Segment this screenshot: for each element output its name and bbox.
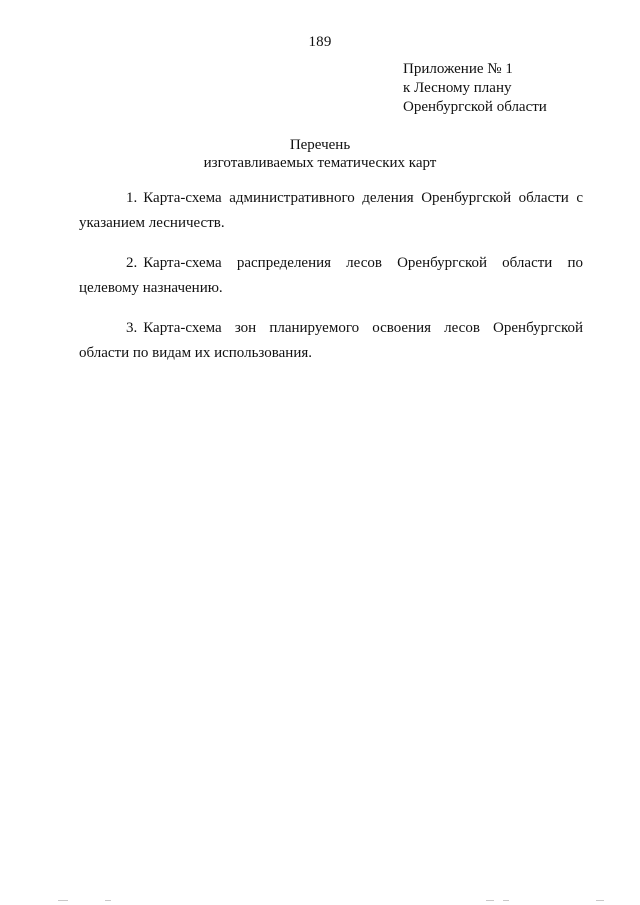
map-list: [79, 186, 583, 381]
list-item-text: Карта-схема зон планируемого освоения лесов Оренбургской области по видам их использования.: [79, 320, 583, 361]
scan-mark: [503, 900, 509, 901]
appendix-block: [403, 60, 547, 117]
list-item: [79, 316, 583, 366]
heading-subtitle: изготавливаемых тематических карт: [203, 155, 437, 171]
list-item-number: 2.: [126, 255, 138, 271]
appendix-line-3: Оренбургской области: [403, 99, 547, 115]
page-number: 189: [308, 34, 332, 50]
scan-footer-marks: [0, 897, 640, 901]
scan-mark: [596, 900, 604, 901]
list-item: [79, 186, 583, 236]
list-item-number: 1.: [126, 190, 138, 206]
scan-mark: [58, 900, 68, 901]
list-item-text: Карта-схема распределения лесов Оренбургской области по целевому назначению.: [79, 255, 583, 296]
list-item: [79, 251, 583, 301]
document-heading: [0, 136, 640, 172]
scan-mark: [486, 900, 494, 901]
appendix-line-2: к Лесному плану: [403, 80, 512, 96]
list-item-text: Карта-схема административного деления Оренбургской области с указанием лесничеств.: [79, 190, 583, 231]
heading-title: Перечень: [289, 137, 351, 153]
appendix-line-1: Приложение № 1: [403, 61, 513, 77]
list-item-number: 3.: [126, 320, 138, 336]
scan-mark: [105, 900, 111, 901]
